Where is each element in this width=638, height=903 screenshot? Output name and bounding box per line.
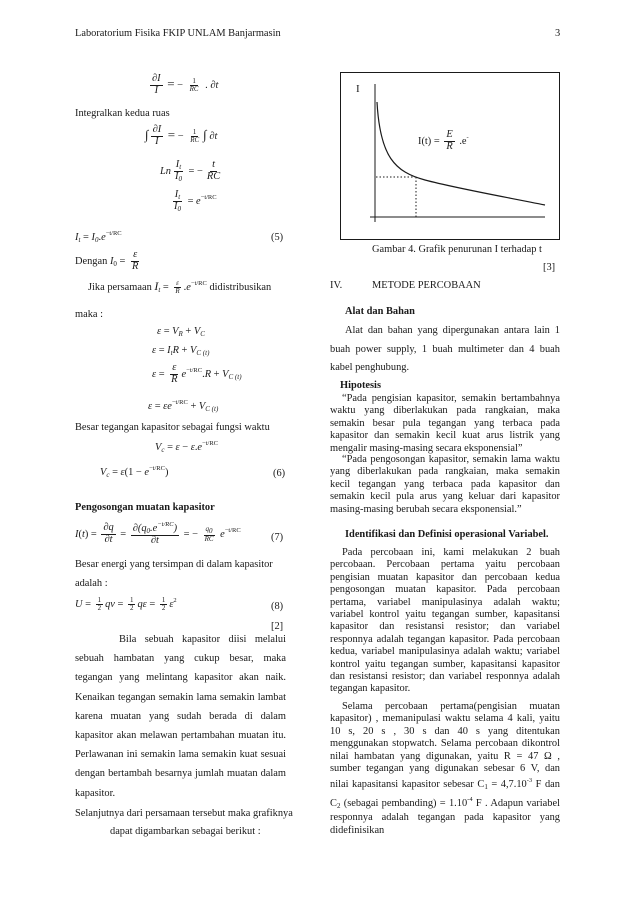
decay-graph	[340, 72, 560, 240]
identifikasi-p2-text: Selama percobaan pertama(pengisian muatan kapasitor) , memanipulasi waktu selama 4 kali, yaitu 10 s, 20 s , 30 s dan 40 s yang ditentukan menggunakan stopwatch. Selama percobaan dikontrol nilai hambatan yang digunakan, yaitu R = 47 Ω , sumber tegangan yang digunakan sebesar 6 V, dan nilai kapasitansi kapasitor sebesar C	[330, 701, 560, 791]
closing-line-2: dapat digambarkan sebagai berikut :	[110, 826, 261, 837]
jika-pre: Jika persamaan	[88, 282, 152, 293]
formula-prefix: I(t) =	[418, 135, 440, 147]
maka-label: maka :	[75, 309, 103, 320]
equation-ln: Ln $\frac{I_t}{I_0}$ = − $\frac{t}{RC}$	[160, 159, 221, 184]
equation-kirchhoff-1: $\varepsilon = V_R + V_C$	[157, 326, 205, 338]
equation-kirchhoff-2: $\varepsilon = I_tR + V_{C (t)}$	[152, 345, 210, 357]
alat-title: Alat dan Bahan	[345, 306, 415, 317]
integrate-label: Integralkan kedua ruas	[75, 108, 170, 119]
equation-7: I(t) = $\frac{\partial q}{\partial t}$ = $\frac{\partial(q_0.e^{-t/RC})}{\partial t}$ = − $\frac{q0}{RC}$ $e^{-t/RC}$	[75, 521, 241, 547]
body-paragraph: Bila sebuah kapasitor diisi melalui sebuah hambatan yang cukup besar, maka tegangan yang melintang kapasitor akan naik. Kenaikan tegangan semakin lama semakin lambat karena muatan yang sudah berada di dalam kapasitor akan melawan pertambahan muatan itu. Perlawanan ini semakin lama semakin kuat sesuai dengan bertambah besarnya jumlah muatan dalam kapasitor.	[75, 634, 286, 799]
equation-6-number: (6)	[273, 468, 286, 479]
reference-2: [2]	[271, 621, 284, 632]
identifikasi-paragraph-1: Pada percobaan ini, kami melakukan 2 buah percobaan. Percobaan pertama yaitu percobaan pengisian muatan kapasitor dan percobaan kedua pengosongan muatan kapasitor. Pada percobaan pertama, variabel manipulasinya adalah waktu; variabel kontrol yaitu tegangan sumber, kapasitansi kapasitor dan resistansi resistor; dan variabel responnya adalah tegangan kapasitor. Pada percobaan kedua, variabel manipulasinya adalah waktu; variabel kontrol yaitu tegangan sumber, kapasitansi kapasitor dan resistansi resistor; dan variabel responnya adalah tegangan kapasitor.	[330, 547, 560, 695]
equation-5: $I_t = I_0.e^{-t/RC}$	[75, 230, 122, 244]
equation-vc-1: $V_c = \varepsilon - \varepsilon.e^{-t/RC}$	[155, 440, 218, 454]
reference-3: [3]	[543, 262, 556, 273]
equation-kirchhoff-3: ε = $\frac{\varepsilon}{R}$ $e^{-t/RC}.R + V_{C (t)}$	[152, 362, 242, 385]
jika-post: didistribusikan	[209, 282, 272, 293]
graph-formula	[418, 130, 469, 153]
dengan-label: Dengan	[75, 255, 108, 267]
besar-tegangan-label: Besar tegangan kapasitor sebagai fungsi waktu	[75, 422, 270, 433]
formula-exponent: -	[466, 133, 469, 141]
equation-7-number: (7)	[271, 532, 284, 543]
identifikasi-paragraph-2: Selama percobaan pertama(pengisian muatan kapasitor) , memanipulasi waktu selama 4 kali, yaitu 10 s, 20 s , 30 s dan 40 s yang ditentukan menggunakan stopwatch. Selama percobaan dikontrol nilai hambatan yang digunakan, yaitu R = 47 Ω , sumber tegangan yang digunakan sebesar 6 V, dan nilai kapasitansi kapasitor sebesar $C_1 = 4,7.10^{-3}$ F dan $C_2$ (sebagai pembanding) = $1.10^{-4}$ F . Adapun variabel responnya adalah tegangan pada kapasitor yang didefinisikan	[330, 701, 560, 836]
equation-5-number: (5)	[271, 232, 284, 243]
alat-paragraph: Alat dan bahan yang dipergunakan antara lain 1 buah power supply, 1 buah multimeter dan 4 buah kabel penghubung.	[330, 325, 560, 373]
hipotesis-paragraph-2: “Pada pengosongan kapasitor, semakin lama waktu yang diberlakukan pada rangkaian, maka semakin kecil tegangan yang terbaca pada kapasitor dan semakin kecil pula arus yang keluar dari kapasitor masing-masing berubah secara eksponensial.”	[330, 454, 560, 515]
adalah-label: adalah :	[75, 578, 108, 589]
jika-line: Jika persamaan $I_t$ = $\frac{\varepsilon}{R}$ $.e^{-t/RC}$ didistribusikan	[88, 278, 272, 296]
equation-8-number: (8)	[271, 601, 284, 612]
formula-numerator: E	[446, 129, 453, 140]
equation-8: U = $\frac{1}{2}$ qv = $\frac{1}{2}$ qε = $\frac{1}{2}$ $\varepsilon^2$	[75, 596, 177, 613]
equation-ratio: $\frac{I_t}{I_0}$ = $e^{-t/RC}$	[174, 189, 217, 214]
section-title-pengosongan: Pengosongan muatan kapasitor	[75, 502, 215, 513]
formula-suffix: .e	[459, 135, 467, 147]
equation-integral: ∫ $\frac{\partial I}{I}$ = − $\frac{1}{RC}$ ∫ ∂t	[145, 124, 218, 147]
equation-6: $V_c = \varepsilon(1 - e^{-t/RC})$	[100, 465, 169, 479]
equation-derivative: $\frac{\partial I}{I}$ = − $\frac{1}{RC}$ . ∂t	[152, 73, 219, 96]
figure-caption: Gambar 4. Grafik penurunan I terhadap t	[372, 244, 542, 255]
graph-y-label: I	[356, 83, 360, 95]
identifikasi-title: Identifikasi dan Definisi operasional Variabel.	[345, 529, 549, 540]
hipotesis-title: Hipotesis	[340, 380, 381, 391]
energy-label: Besar energi yang tersimpan di dalam kapasitor	[75, 559, 273, 570]
equation-kirchhoff-4: $\varepsilon = \varepsilon e^{-t/RC} + V_{C (t)}$	[148, 399, 219, 413]
decay-curve	[377, 102, 545, 205]
page-number: 3	[555, 28, 561, 39]
section-title-metode: METODE PERCOBAAN	[372, 280, 481, 291]
closing-line-1: Selanjutnya dari persamaan tersebut maka grafiknya	[75, 808, 293, 819]
section-number: IV.	[330, 280, 343, 291]
running-header: Laboratorium Fisika FKIP UNLAM Banjarmasin	[75, 28, 281, 39]
dengan-line: Dengan $I_0$ = $\frac{\varepsilon}{R}$	[75, 249, 139, 272]
hipotesis-paragraph-1: “Pada pengisian kapasitor, semakin bertambahnya waktu yang diberlakukan pada rangkaian, maka semakin besar pula tegangan yang terbaca pada kapasitor dan semakin kecil kuat arus listrik yang mengalir masing-masing secara eksponensial”	[330, 393, 560, 454]
formula-denominator: R	[446, 140, 453, 152]
identifikasi-p2-end: adalah tegangan pada kapasitor yang didefinisikan	[330, 812, 560, 836]
